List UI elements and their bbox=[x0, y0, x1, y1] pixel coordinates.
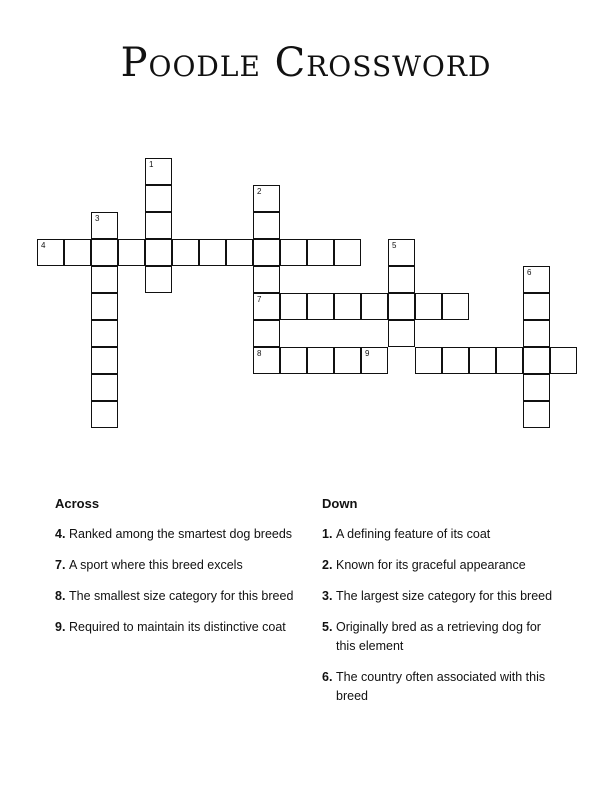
grid-cell[interactable] bbox=[334, 347, 361, 374]
clue-text: Ranked among the smartest dog breeds bbox=[69, 527, 293, 541]
grid-cell[interactable] bbox=[523, 320, 550, 347]
cell-number: 8 bbox=[257, 349, 262, 358]
clue-number: 6. bbox=[322, 670, 333, 684]
clue-across-7 bbox=[55, 556, 310, 575]
grid-cell[interactable] bbox=[334, 293, 361, 320]
grid-cell[interactable] bbox=[253, 266, 280, 293]
grid-cell[interactable] bbox=[91, 347, 118, 374]
grid-cell[interactable] bbox=[388, 320, 415, 347]
cell-number: 4 bbox=[41, 241, 46, 250]
cell-number: 1 bbox=[149, 160, 154, 169]
grid-cell[interactable] bbox=[523, 374, 550, 401]
grid-cell[interactable] bbox=[64, 239, 91, 266]
cell-number: 7 bbox=[257, 295, 262, 304]
grid-cell[interactable] bbox=[361, 293, 388, 320]
grid-cell[interactable] bbox=[91, 374, 118, 401]
grid-cell[interactable] bbox=[469, 347, 496, 374]
clue-text: Originally bred as a retrieving dog for this element bbox=[336, 620, 541, 653]
down-heading: Down bbox=[322, 496, 358, 511]
cell-number: 5 bbox=[392, 241, 397, 250]
grid-cell[interactable] bbox=[550, 347, 577, 374]
grid-cell[interactable] bbox=[307, 239, 334, 266]
grid-cell[interactable] bbox=[199, 239, 226, 266]
clue-text: The smallest size category for this breed bbox=[69, 589, 294, 603]
grid-cell[interactable] bbox=[91, 266, 118, 293]
clue-number: 5. bbox=[322, 620, 333, 634]
across-clues bbox=[55, 494, 310, 649]
grid-cell[interactable] bbox=[523, 293, 550, 320]
clue-across-9 bbox=[55, 618, 310, 637]
grid-cell[interactable] bbox=[145, 185, 172, 212]
clue-across-8 bbox=[55, 587, 310, 606]
grid-cell[interactable] bbox=[496, 347, 523, 374]
grid-cell[interactable] bbox=[253, 185, 280, 212]
clue-text: The country often associated with this breed bbox=[336, 670, 546, 703]
grid-cell[interactable] bbox=[523, 347, 550, 374]
across-heading: Across bbox=[55, 496, 100, 511]
clue-down-5 bbox=[322, 618, 562, 656]
cell-number: 2 bbox=[257, 187, 262, 196]
grid-cell[interactable] bbox=[145, 266, 172, 293]
grid-cell[interactable] bbox=[388, 239, 415, 266]
grid-cell[interactable] bbox=[91, 293, 118, 320]
grid-cell[interactable] bbox=[253, 239, 280, 266]
clue-number: 3. bbox=[322, 589, 333, 603]
clue-number: 7. bbox=[55, 558, 66, 572]
grid-cell[interactable] bbox=[388, 293, 415, 320]
clue-down-3 bbox=[322, 587, 562, 606]
cell-number: 9 bbox=[365, 349, 370, 358]
grid-cell[interactable] bbox=[415, 347, 442, 374]
clue-text: Required to maintain its distinctive coat bbox=[69, 620, 286, 634]
grid-cell[interactable] bbox=[226, 239, 253, 266]
grid-cell[interactable] bbox=[118, 239, 145, 266]
grid-cell[interactable] bbox=[253, 212, 280, 239]
grid-cell[interactable] bbox=[415, 293, 442, 320]
grid-cell[interactable] bbox=[442, 347, 469, 374]
grid-cell[interactable] bbox=[523, 266, 550, 293]
grid-cell[interactable] bbox=[361, 347, 388, 374]
clue-down-1 bbox=[322, 525, 562, 544]
clue-text: A defining feature of its coat bbox=[336, 527, 491, 541]
grid-cell[interactable] bbox=[145, 212, 172, 239]
clue-text: The largest size category for this breed bbox=[336, 589, 553, 603]
grid-cell[interactable] bbox=[91, 212, 118, 239]
grid-cell[interactable] bbox=[523, 401, 550, 428]
cell-number: 6 bbox=[527, 268, 532, 277]
grid-cell[interactable] bbox=[307, 347, 334, 374]
cell-number: 3 bbox=[95, 214, 100, 223]
down-clues bbox=[322, 494, 562, 718]
grid-cell[interactable] bbox=[91, 239, 118, 266]
grid-cell[interactable] bbox=[334, 239, 361, 266]
grid-cell[interactable] bbox=[253, 347, 280, 374]
clue-text: A sport where this breed excels bbox=[69, 558, 243, 572]
grid-cell[interactable] bbox=[388, 266, 415, 293]
clue-number: 1. bbox=[322, 527, 333, 541]
clue-across-4 bbox=[55, 525, 310, 544]
clue-number: 4. bbox=[55, 527, 66, 541]
grid-cell[interactable] bbox=[145, 158, 172, 185]
grid-cell[interactable] bbox=[280, 239, 307, 266]
clue-number: 2. bbox=[322, 558, 333, 572]
clue-text: Known for its graceful appearance bbox=[336, 558, 526, 572]
grid-cell[interactable] bbox=[307, 293, 334, 320]
grid-cell[interactable] bbox=[37, 239, 64, 266]
grid-cell[interactable] bbox=[442, 293, 469, 320]
grid-cell[interactable] bbox=[253, 293, 280, 320]
clue-number: 9. bbox=[55, 620, 66, 634]
page-title: Poodle Crossword bbox=[120, 40, 492, 86]
grid-cell[interactable] bbox=[280, 293, 307, 320]
clue-number: 8. bbox=[55, 589, 66, 603]
grid-cell[interactable] bbox=[172, 239, 199, 266]
clue-down-6 bbox=[322, 668, 562, 706]
grid-cell[interactable] bbox=[145, 239, 172, 266]
grid-cell[interactable] bbox=[280, 347, 307, 374]
grid-cell[interactable] bbox=[253, 320, 280, 347]
clue-down-2 bbox=[322, 556, 562, 575]
grid-cell[interactable] bbox=[91, 320, 118, 347]
grid-cell[interactable] bbox=[91, 401, 118, 428]
